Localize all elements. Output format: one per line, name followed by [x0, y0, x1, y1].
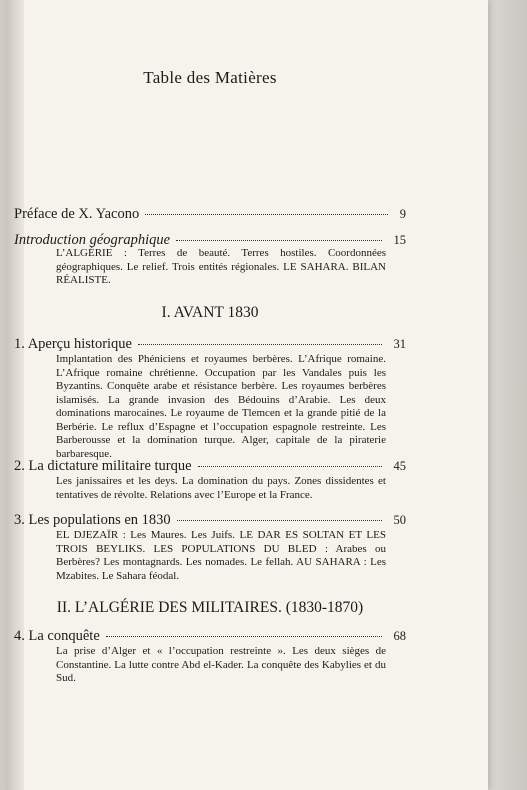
- entry-title: 4. La conquête: [14, 628, 100, 644]
- toc-entry-preface[interactable]: [14, 206, 406, 226]
- entry-title: Introduction géographique: [14, 232, 171, 248]
- page-number: 68: [393, 629, 406, 643]
- entry-title: 2. La dictature militaire turque: [14, 458, 192, 474]
- entry-title: 1. Aperçu historique: [14, 336, 132, 352]
- dot-leader: [198, 465, 382, 467]
- page-number: 9: [399, 207, 406, 221]
- dot-leader: [145, 213, 388, 215]
- dot-leader: [138, 343, 382, 345]
- entry-title: 3. Les populations en 1830: [14, 512, 171, 528]
- dot-leader: [177, 519, 382, 521]
- page-title: Table des Matières: [143, 68, 277, 87]
- dot-leader: [176, 239, 381, 241]
- entry-description: EL DJEZAÏR : Les Maures. Les Juifs. LE DAR ES SOLTAN ET LES TROIS BEYLIKS. LES POPULATIONS DU BLED : Arabes ou Berbères? Les montagnards. Les nomades. Le fellah. AU SAHARA : Les Mzabites. Le Sahara féodal.: [56, 529, 386, 582]
- section-heading-2: II. L’ALGÉRIE DES MILITAIRES. (1830-1870): [56, 599, 364, 616]
- entry-title: Préface de X. Yacono: [14, 206, 140, 222]
- page-number: 31: [393, 337, 406, 351]
- page-number: 45: [393, 459, 406, 473]
- entry-description: La prise d’Alger et « l’occupation restreinte ». Les deux sièges de Constantine. La lutte contre Abd el-Kader. La conquête des Kabylies et du Sud.: [56, 645, 386, 684]
- entry-description: Implantation des Phéniciens et royaumes berbères. L’Afrique romaine. L’Afrique romaine chrétienne. Occupation par les Vandales puis les Byzantins. Conquête arabe et résistance berbère. Les royaumes berbères islamisés. La grande invasion des Bédouins d’Arabie. Les deux dominations marocaines. Le royaume de Tlemcen et la grande pitié de la Berbérie. Le reflux d’Espagne et l’occupation espagnole restreinte. Les Barberousse et la domination turque. Alger, capitale de la piraterie barbaresque.: [56, 353, 386, 460]
- page-number: 50: [393, 513, 406, 527]
- section-heading-1: I. AVANT 1830: [161, 304, 259, 321]
- dot-leader: [106, 635, 382, 637]
- entry-description: L’ALGÉRIE : Terres de beauté. Terres hostiles. Coordonnées géographiques. Le relief. Trois entités régionales. LE SAHARA. BILAN RÉALISTE.: [56, 247, 386, 286]
- entry-description: Les janissaires et les deys. La domination du pays. Zones dissidentes et tentatives de révolte. Relations avec l’Europe et la France.: [56, 475, 386, 501]
- page-number: 15: [393, 233, 406, 247]
